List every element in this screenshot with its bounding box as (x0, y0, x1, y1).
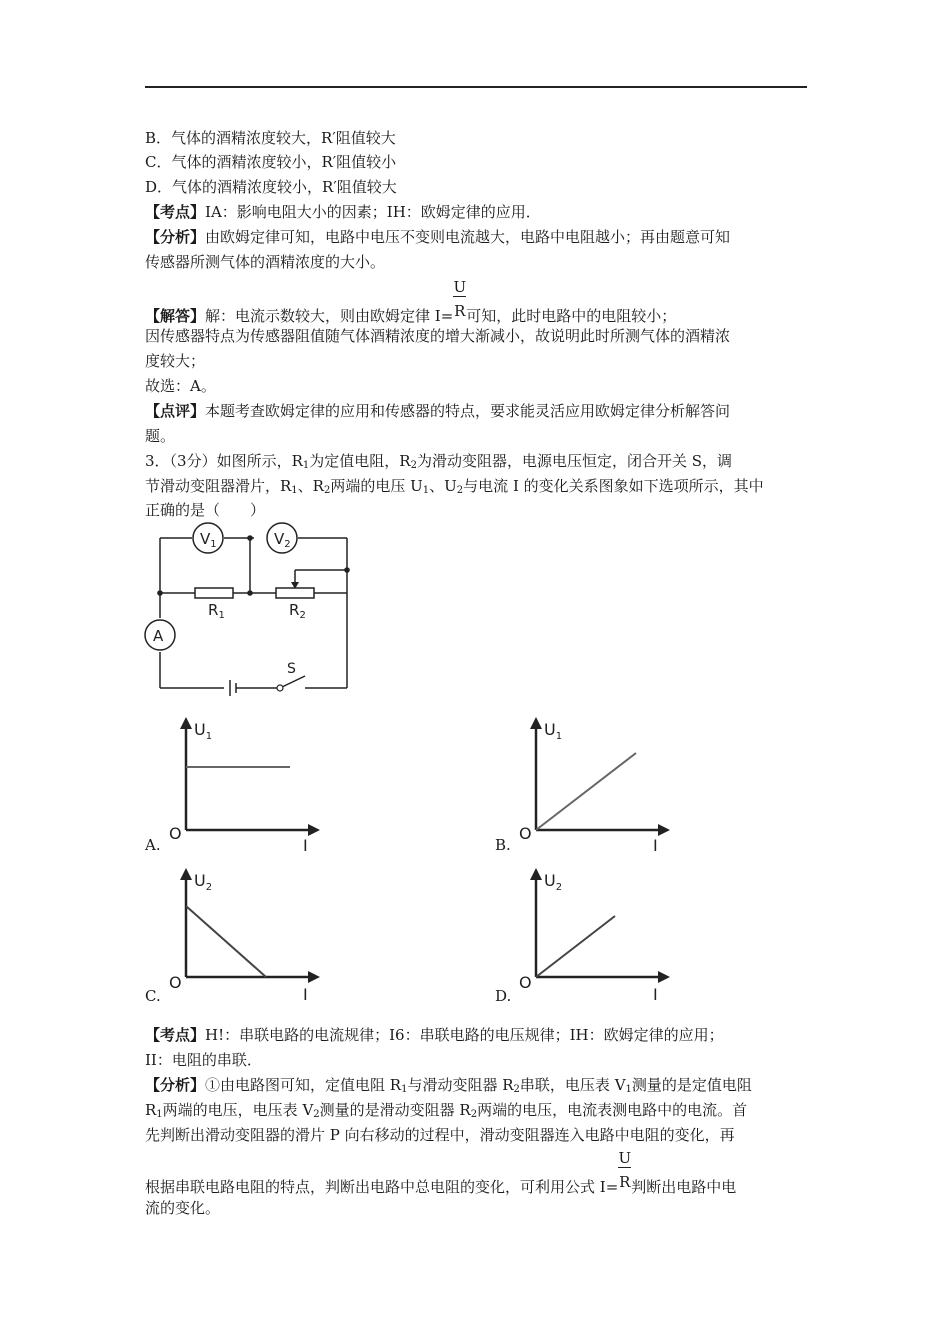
kaodian-1-text: IA：影响电阻大小的因素；IH：欧姆定律的应用． (205, 203, 541, 221)
circuit-diagram (140, 520, 370, 700)
fenxi-2-line5: 流的变化。 (145, 1199, 221, 1217)
formula-numerator: U (453, 278, 467, 296)
graph-d (510, 866, 680, 1006)
fenxi-2-line2: $R_1$两端的电压，电压表 $V_2$测量的是滑动变阻器 $R_2$两端的电压，电流表测电路中的电流。首 (145, 1101, 748, 1120)
graph-d-curve (536, 916, 615, 977)
switch-contact (277, 685, 283, 691)
question-3-line3: 正确的是（ ） (145, 501, 266, 519)
option-c-line: C．气体的酒精浓度较小，R′阻值较小 (145, 153, 397, 171)
formula-denominator: R (454, 302, 466, 320)
dianping-text: 本题考查欧姆定律的应用和传感器的特点，要求能灵活应用欧姆定律分析解答问 (205, 402, 731, 420)
graph-c-ylabel: $U_2$ (194, 871, 213, 893)
graph-c-curve (186, 906, 266, 977)
kaodian-2-tag: 【考点】 (145, 1026, 206, 1044)
graph-b-xlabel: I (653, 836, 658, 855)
jieda-tag: 【解答】 (145, 307, 206, 325)
v2-label: $V_2$ (274, 530, 291, 550)
kaodian-1 (145, 202, 541, 222)
fenxi-2-line4: 根据串联电路电阻的特点，判断出电路中总电阻的变化，可利用公式 I= $\frac{U}{R}$ 判断出电路中电 (145, 1149, 737, 1196)
kaodian-2-text: H!：串联电路的电流规律；I6：串联电路的电压规律；IH：欧姆定律的应用； (205, 1026, 724, 1044)
r2-label: $R_2$ (289, 601, 306, 621)
jieda-pre: 解：电流示数较大，则由欧姆定律 I= (205, 307, 454, 325)
graph-d-origin: O (519, 973, 532, 992)
graph-d-xlabel: I (653, 985, 658, 1004)
graph-b-ylabel: $U_1$ (544, 720, 563, 742)
jieda-post: 可知，此时电路中的电阻较小； (466, 307, 677, 325)
resistor-r2 (276, 588, 314, 598)
fenxi-1-tag: 【分析】 (145, 228, 206, 246)
fenxi-2: 【分析】①由电路图可知，定值电阻 $R_1$与滑动变阻器 $R_2$串联，电压表 $V_1$测量的是定值电阻 (145, 1076, 752, 1095)
fenxi-2-line3: 先判断出滑动变阻器的滑片 P 向右移动的过程中，滑动变阻器连入电路中电阻的变化，再 (145, 1126, 735, 1144)
jieda-line3: 度较大； (145, 352, 206, 370)
header-rule (145, 86, 807, 88)
graph-a (160, 715, 330, 855)
graph-d-ylabel: $U_2$ (544, 871, 563, 893)
option-d-line: D．气体的酒精浓度较小，R′阻值较大 (145, 178, 397, 196)
graph-b-curve (536, 753, 636, 830)
graph-a-origin: O (169, 824, 182, 843)
fenxi-1 (145, 227, 730, 247)
switch-label: S (287, 661, 296, 677)
question-3-line2: 节滑动变阻器滑片，$R_1$、$R_2$两端的电压 $U_1$、$U_2$与电流 I 的变化关系图象如下选项所示，其中 (145, 477, 764, 496)
graph-d-option: D. (495, 987, 512, 1005)
jieda-line4: 故选：A。 (145, 377, 216, 395)
graph-c-origin: O (169, 973, 182, 992)
kaodian-1-tag: 【考点】 (145, 203, 206, 221)
fenxi-1-line2: 传感器所测气体的酒精浓度的大小。 (145, 253, 386, 271)
graph-a-ylabel: $U_1$ (194, 720, 213, 742)
question-3-line1: 3．（3分）如图所示，$R_1$为定值电阻，$R_2$为滑动变阻器，电源电压恒定，闭合开关 S，调 (145, 452, 732, 471)
fenxi-2-tag: 【分析】 (145, 1076, 206, 1094)
graph-c-option: C. (145, 987, 161, 1005)
ammeter-label: A (153, 627, 164, 645)
graph-c (160, 866, 330, 1006)
fenxi-1-text: 由欧姆定律可知，电路中电压不变则电流越大，电路中电阻越小；再由题意可知 (205, 228, 731, 246)
jieda-line2: 因传感器特点为传感器阻值随气体酒精浓度的增大渐减小，故说明此时所测气体的酒精浓 (145, 327, 731, 345)
graph-c-xlabel: I (303, 985, 308, 1004)
graph-a-option: A. (145, 836, 161, 854)
kaodian-2-line2: II：电阻的串联． (145, 1051, 262, 1069)
r1-label: $R_1$ (208, 601, 225, 621)
graph-b (510, 715, 680, 855)
dianping-tag: 【点评】 (145, 402, 206, 420)
dianping (145, 401, 730, 421)
graph-b-origin: O (519, 824, 532, 843)
resistor-r1 (195, 588, 233, 598)
graph-b-option: B. (495, 836, 511, 854)
option-b-line: B．气体的酒精浓度较大，R′阻值较大 (145, 129, 396, 147)
ohm-formula-fraction-2: $\frac{U}{R}$ (618, 1149, 632, 1191)
dianping-line2: 题。 (145, 427, 176, 445)
v1-label: $V_1$ (200, 530, 217, 550)
jieda (145, 278, 677, 326)
kaodian-2 (145, 1025, 724, 1045)
ohm-formula-fraction (453, 278, 467, 321)
graph-a-xlabel: I (303, 836, 308, 855)
